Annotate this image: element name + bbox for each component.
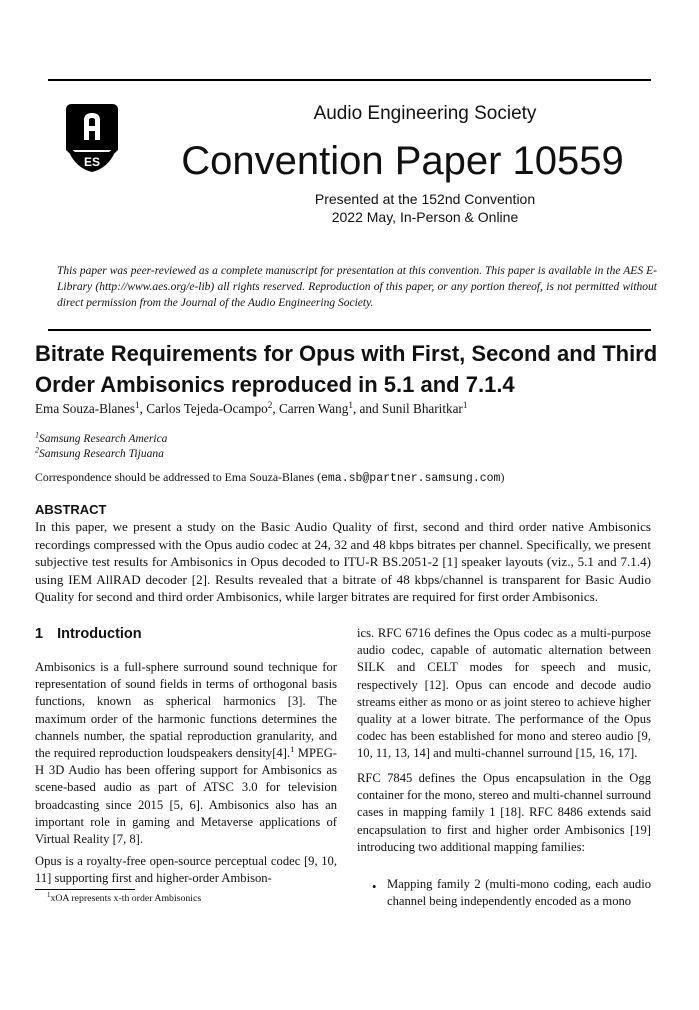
abstract-text: In this paper, we present a study on the Basic Audio Quality of first, second and third order native Ambisonics recordings compressed with the Opus audio codec at 24, 32 and 48 kbps bitrates per channel. Specifically, we present subjective test results for Ambisonics in Opus decoded to ITU-R BS.2051-2 [1] speaker layouts (viz., 5.1 and 7.1.4) using IEM AllRAD decoder [2]. Results revealed that a bitrate of 48 kbps/channel is transparent for Basic Audio Quality for second and third order Ambisonics, while larger bitrates are required for first order Ambisonics. [35, 519, 651, 604]
paper-title [35, 338, 665, 400]
date-venue-line: 2022 May, In-Person & Online [331, 209, 519, 225]
presented-line: Presented at the 152nd Convention [314, 191, 536, 207]
footnote [47, 893, 201, 904]
author-affiliation-mark: 2 [267, 399, 273, 410]
abstract-heading: ABSTRACT [35, 502, 107, 517]
affiliation-name: Samsung Research Tijuana [39, 448, 164, 460]
title-rule [48, 329, 651, 331]
affiliation-name: Samsung Research America [39, 433, 168, 445]
copyright-notice: This paper was peer-reviewed as a complete manuscript for presentation at this convention. This paper is available in the AES E-Library (http://www.aes.org/e-lib) all rights reserved. Reproduction of this paper, or any portion thereof, is not permitted without direct permission from the Journal of the Audio Engineering Society. [57, 265, 657, 309]
author-name: Ema Souza-Blanes [35, 401, 135, 416]
author-affiliation-mark: 1 [348, 399, 353, 410]
affiliation-line [35, 432, 167, 447]
top-rule [48, 79, 651, 81]
footnote-mark: 1 [47, 892, 51, 900]
affiliation-line [35, 447, 167, 462]
footnote-ref[interactable]: 1 [290, 744, 295, 755]
section-title: Introduction [57, 626, 142, 642]
section-number: 1 [35, 626, 44, 642]
author-name: Carlos Tejeda-Ocampo [146, 401, 268, 416]
aes-logo-icon [62, 100, 122, 176]
affiliation-number: 1 [35, 430, 40, 440]
section-heading [35, 626, 142, 642]
right-column-p1: ics. RFC 6716 defines the Opus codec as a multi-purpose audio codec, capable of automatic alternation between SILK and CELT modes for speech and music, respectively [12]. Opus can encode and decode audio streams either as mono or as joint stereo to achieve higher quality at a lower bitrate. The performance of the Opus codec has been established for mono and stereo audio [9, 10, 11, 13, 14] and multi-channel surround [15, 16, 17]. [357, 626, 651, 761]
correspondence-email[interactable]: ema.sb@partner.samsung.com [321, 472, 501, 485]
author-name: Carren Wang [278, 401, 349, 416]
affiliation-number: 2 [35, 445, 40, 455]
author-separator: , and [352, 401, 382, 416]
intro-text-b: MPEG-H 3D Audio has been offering support for Ambisonics as scene-based audio as part of ATSC 3.0 for television broadcasting since 2015 [5, 6]. Ambisonics also has an important role in gaming and Metaverse applications of Virtual Reality [7, 8]. [35, 746, 337, 847]
footnote-rule [35, 889, 135, 890]
society-name: Audio Engineering Society [313, 103, 537, 124]
author-affiliation-mark: 1 [134, 399, 140, 410]
author-list [35, 401, 467, 417]
correspondence-suffix: ) [500, 470, 505, 484]
presented-block [200, 190, 650, 226]
paper-type-heading: Convention Paper 10559 [181, 139, 624, 183]
title-line-2: Order Ambisonics reproduced in 5.1 and 7.1.4 [35, 372, 515, 397]
right-column-p2: RFC 7845 defines the Opus encapsulation in the Ogg container for the mono, stereo and multi-channel surround cases in mapping family 1 [18]. RFC 8486 extends said encapsulation to first and higher order Ambisonics [19] introducing two additional mapping families: [357, 771, 651, 854]
svg-text:ES: ES [83, 155, 101, 169]
correspondence-prefix: Correspondence should be addressed to Ema Souza-Blanes ( [35, 470, 321, 484]
title-line-1: Bitrate Requirements for Opus with First, Second and Third [35, 341, 658, 366]
footnote-text: xOA represents x-th order Ambisonics [50, 893, 202, 904]
bullet-item: Mapping family 2 (multi-mono coding, each audio channel being independently encoded as a mono [387, 877, 651, 909]
bullet-dot-icon: • [372, 880, 377, 894]
affiliations [35, 432, 167, 462]
author-separator: , [272, 401, 279, 416]
correspondence [35, 470, 504, 485]
left-column-p2: Opus is a royalty-free open-source perceptual codec [9, 10, 11] supporting first and higher-order Ambison- [35, 854, 337, 886]
intro-text-a: Ambisonics is a full-sphere surround sound technique for representation of sound fields in terms of orthogonal basis functions, known as spherical harmonics [3]. The maximum order of the harmonic functions determines the channels number, the spatial reproduction granularity, and the required reproduction loudspeakers density[4]. [35, 660, 337, 761]
author-name: Sunil Bharitkar [381, 401, 463, 416]
author-separator: , [139, 401, 147, 416]
author-affiliation-mark: 1 [462, 399, 468, 410]
left-column-p1 [35, 659, 337, 848]
